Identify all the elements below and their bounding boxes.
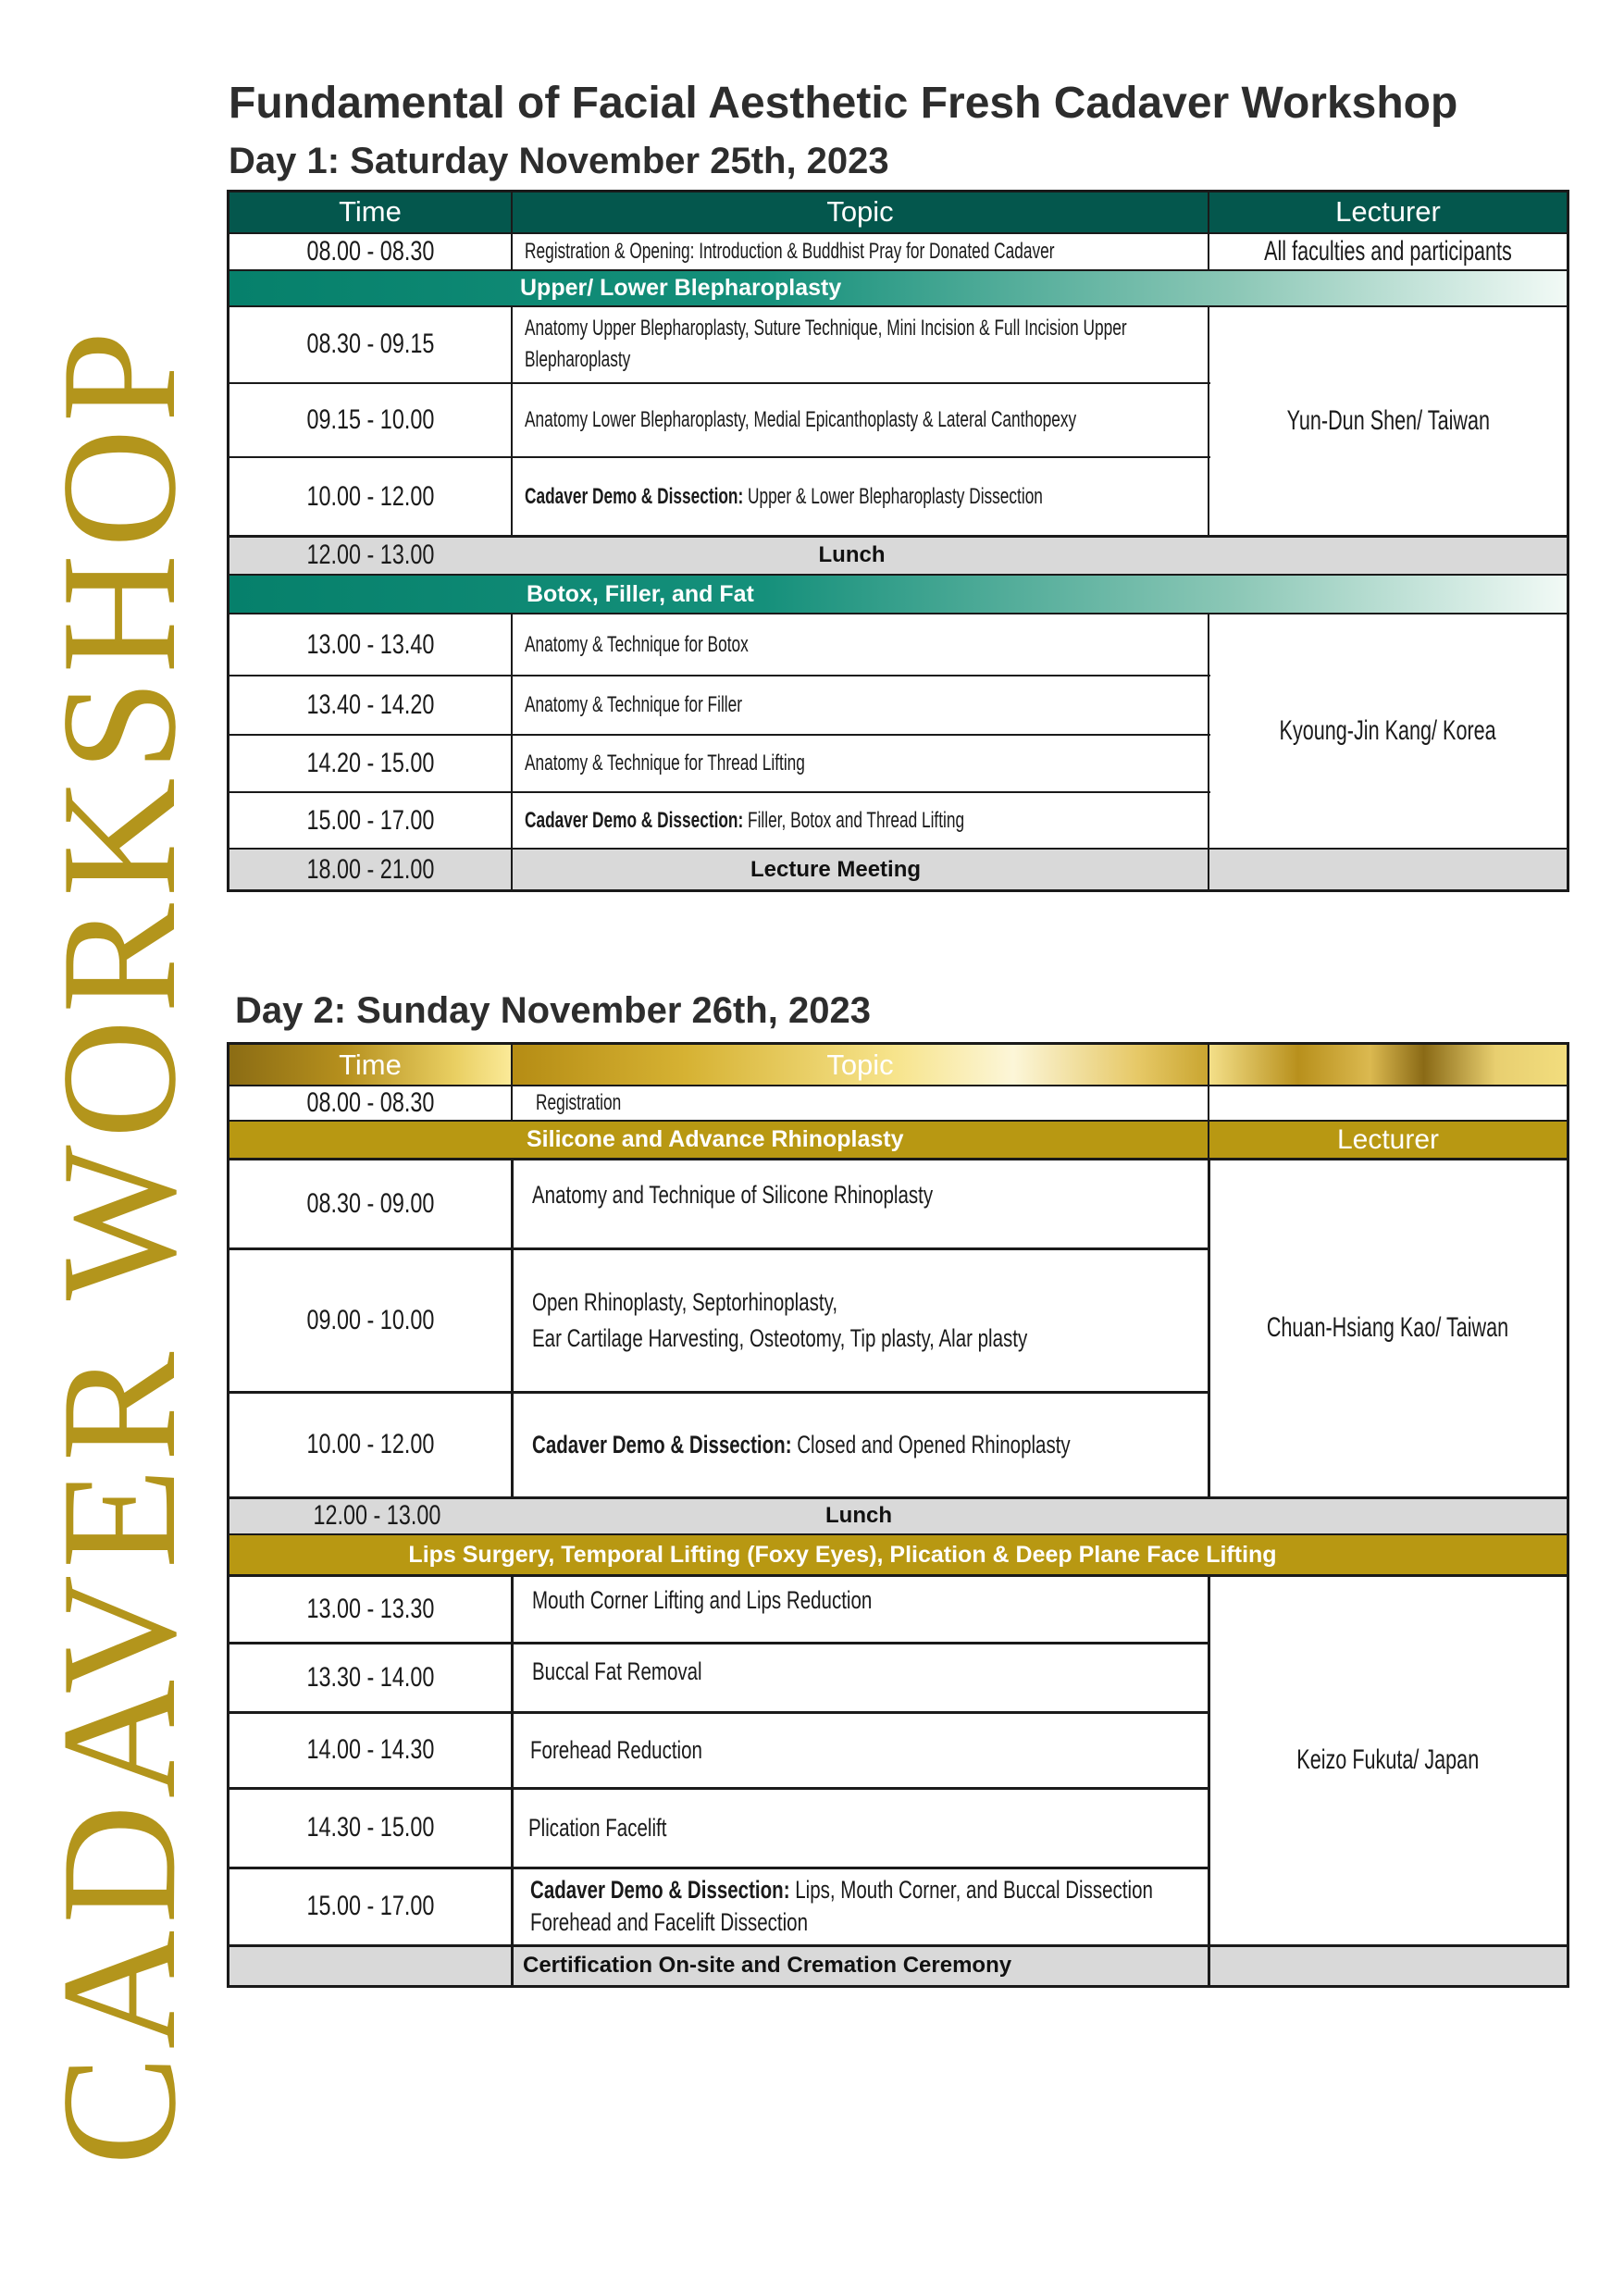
border xyxy=(227,232,1569,234)
day2-lunch-time: 12.00 - 13.00 xyxy=(313,1500,440,1531)
day2-lecturer-1: Chuan-Hsiang Kao/ Taiwan xyxy=(1267,1312,1509,1343)
day1-row-time: 13.40 - 14.20 xyxy=(306,689,434,720)
border xyxy=(227,1711,1210,1714)
day1-opening-topic: Registration & Opening: Introduction & Buddhist Pray for Donated Cadaver xyxy=(525,238,1055,264)
day2-row-time: 14.30 - 15.00 xyxy=(306,1812,434,1843)
day1-opening-time: 08.00 - 08.30 xyxy=(306,235,434,267)
border xyxy=(227,1787,1210,1790)
day1-meeting-time: 18.00 - 21.00 xyxy=(306,853,434,885)
border xyxy=(227,1158,1569,1160)
border xyxy=(227,1642,1210,1644)
border xyxy=(511,190,513,270)
border xyxy=(227,305,1569,307)
border xyxy=(227,1867,1210,1869)
border xyxy=(511,1575,514,1987)
border xyxy=(227,190,1569,192)
day1-row-topic: Anatomy & Technique for Thread Lifting xyxy=(525,751,805,776)
border xyxy=(227,1533,1569,1535)
day2-row-topic: Buccal Fat Removal xyxy=(532,1657,702,1685)
day1-row-topic: Anatomy & Technique for Filler xyxy=(525,692,743,717)
border xyxy=(511,614,513,891)
day2-row-topic: Anatomy and Technique of Silicone Rhinoplasty xyxy=(532,1181,934,1209)
day1-row-topic: Cadaver Demo & Dissection: Upper & Lower Blepharoplasty Dissection xyxy=(525,483,1043,509)
day1-row-time: 13.00 - 13.40 xyxy=(306,628,434,660)
border xyxy=(511,1159,514,1497)
border xyxy=(227,848,1569,850)
day1-header-time: Time xyxy=(229,192,512,232)
day2-row-time: 14.00 - 14.30 xyxy=(306,1734,434,1765)
border xyxy=(227,382,1210,384)
day2-closing-label: Certification On-site and Cremation Ceremony xyxy=(523,1953,1012,1978)
day1-row-time: 10.00 - 12.00 xyxy=(306,480,434,512)
border xyxy=(227,613,1569,614)
border xyxy=(1567,1042,1569,1988)
day1-opening-lecturer: All faculties and participants xyxy=(1264,235,1512,267)
border xyxy=(1208,1575,1210,1987)
border xyxy=(1208,1120,1209,1159)
day1-row-time: 15.00 - 17.00 xyxy=(306,804,434,836)
day2-row-topic: Mouth Corner Lifting and Lips Reduction xyxy=(532,1586,873,1614)
border xyxy=(227,1247,1210,1250)
day2-header-time: Time xyxy=(229,1044,512,1086)
border xyxy=(227,1085,1569,1086)
day1-header-lecturer: Lecturer xyxy=(1209,192,1568,232)
border xyxy=(227,269,1569,271)
border xyxy=(227,456,1210,458)
day2-row-time: 15.00 - 17.00 xyxy=(306,1891,434,1921)
border xyxy=(227,734,1210,736)
day2-header-topic: Topic xyxy=(512,1044,1209,1086)
day1-row-topic: Anatomy Lower Blepharoplasty, Medial Epicanthoplasty & Lateral Canthopexy xyxy=(525,407,1077,432)
day2-heading: Day 2: Sunday November 26th, 2023 xyxy=(235,990,871,1031)
border xyxy=(1208,1042,1209,1122)
border xyxy=(511,1042,513,1122)
day1-section-botox: Botox, Filler, and Fat xyxy=(229,575,1568,614)
border xyxy=(227,1574,1569,1577)
border xyxy=(511,305,513,536)
day2-section-rhinoplasty: Silicone and Advance Rhinoplasty xyxy=(229,1121,1209,1159)
day2-row-time: 09.00 - 10.00 xyxy=(306,1304,434,1335)
border xyxy=(1208,1159,1210,1497)
border xyxy=(227,574,1569,576)
day2-lunch-label: Lunch xyxy=(825,1503,892,1528)
border xyxy=(227,889,1569,892)
border xyxy=(227,535,1569,538)
border xyxy=(227,1944,1569,1947)
day2-header-lecturer-blank xyxy=(1209,1044,1568,1086)
day1-heading: Day 1: Saturday November 25th, 2023 xyxy=(229,141,889,181)
border xyxy=(227,1042,1569,1045)
day1-lunch-label: Lunch xyxy=(818,542,886,567)
border xyxy=(227,190,229,892)
day1-lunch-time: 12.00 - 13.00 xyxy=(306,540,434,570)
day2-row-topic: Open Rhinoplasty, Septorhinoplasty, Ear Cartilage Harvesting, Osteotomy, Tip plasty, Alar plasty xyxy=(532,1287,1028,1352)
day1-row-time: 08.30 - 09.15 xyxy=(306,329,434,359)
day2-row-time: 13.30 - 14.00 xyxy=(306,1661,434,1693)
page-title: Fundamental of Facial Aesthetic Fresh Cadaver Workshop xyxy=(229,79,1458,128)
day1-row-topic: Anatomy Upper Blepharoplasty, Suture Technique, Mini Incision & Full Incision Upper Blepharoplasty xyxy=(525,316,1127,372)
border xyxy=(227,1042,229,1988)
border xyxy=(227,1391,1210,1394)
day1-row-time: 09.15 - 10.00 xyxy=(306,404,434,435)
day2-registration-topic: Registration xyxy=(536,1090,622,1115)
day1-row-topic: Cadaver Demo & Dissection: Filler, Botox and Thread Lifting xyxy=(525,807,965,833)
day1-header-topic: Topic xyxy=(512,192,1209,232)
day2-section-lips-facelift: Lips Surgery, Temporal Lifting (Foxy Eyes), Plication & Deep Plane Face Lifting xyxy=(229,1534,1568,1575)
day2-row-topic: Cadaver Demo & Dissection: Lips, Mouth Corner, and Buccal Dissection Forehead and Facelift Dissection xyxy=(530,1876,1153,1936)
border xyxy=(1208,190,1209,270)
day2-row-topic: Forehead Reduction xyxy=(530,1735,702,1764)
day2-row-topic: Cadaver Demo & Dissection: Closed and Opened Rhinoplasty xyxy=(532,1430,1071,1458)
border xyxy=(1208,614,1209,891)
day2-row-topic: Plication Facelift xyxy=(528,1813,667,1842)
day2-lecturer-label: Lecturer xyxy=(1209,1121,1568,1159)
border xyxy=(227,1496,1569,1499)
day1-section-blepharoplasty: Upper/ Lower Blepharoplasty xyxy=(229,270,1568,305)
day1-meeting-label: Lecture Meeting xyxy=(750,856,922,882)
border xyxy=(227,675,1210,676)
border xyxy=(227,1120,1569,1122)
border xyxy=(227,791,1210,793)
day1-lecturer-1: Yun-Dun Shen/ Taiwan xyxy=(1286,404,1490,436)
day2-registration-time: 08.00 - 08.30 xyxy=(306,1087,434,1118)
day2-row-time: 13.00 - 13.30 xyxy=(306,1593,434,1624)
border xyxy=(1208,305,1209,536)
day2-lecturer-2: Keizo Fukuta/ Japan xyxy=(1296,1744,1480,1775)
day2-row-time: 08.30 - 09.00 xyxy=(306,1187,434,1219)
day1-row-topic: Anatomy & Technique for Botox xyxy=(525,631,749,657)
side-banner: CADAVER WORKSHOP xyxy=(27,324,210,2166)
border xyxy=(227,1985,1569,1988)
day1-lecturer-2: Kyoung-Jin Kang/ Korea xyxy=(1279,715,1497,746)
day1-row-time: 14.20 - 15.00 xyxy=(306,748,434,778)
border xyxy=(1567,190,1569,892)
day2-row-time: 10.00 - 12.00 xyxy=(306,1429,434,1459)
